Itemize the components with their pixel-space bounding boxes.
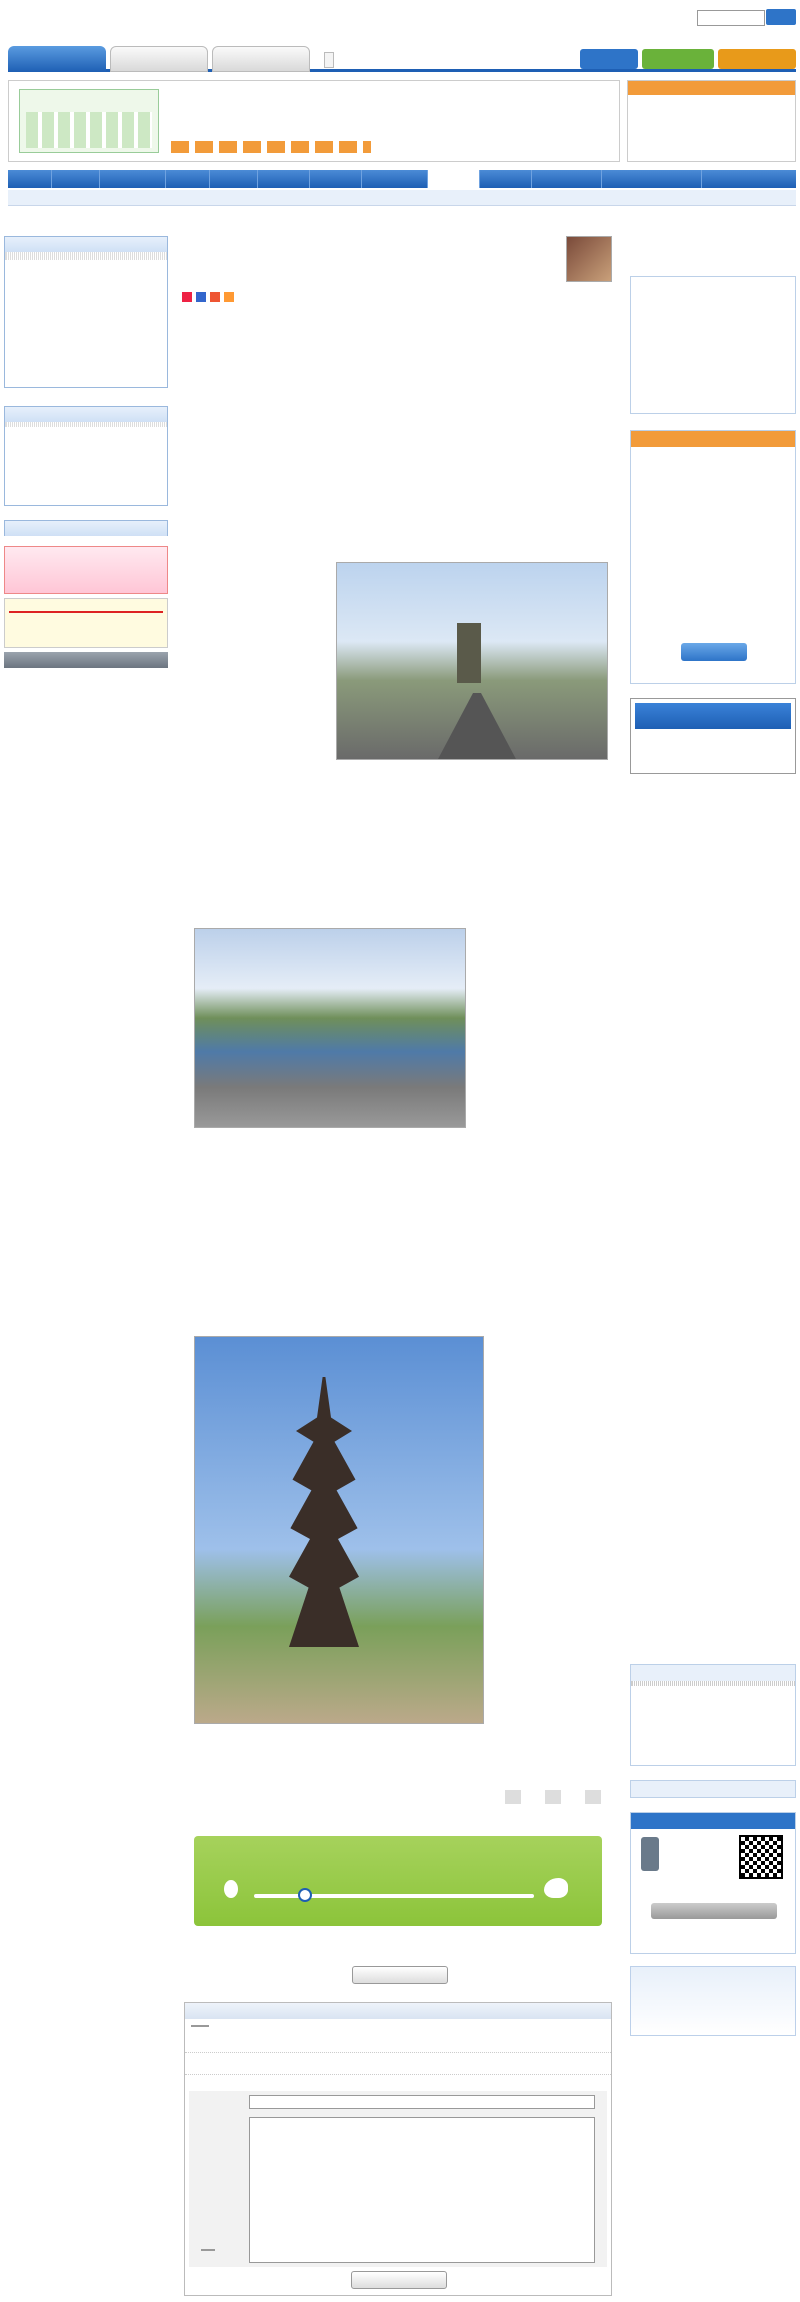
news-keywords-head	[631, 277, 795, 293]
sort-select[interactable]	[191, 2025, 209, 2027]
mobile-phone-icon	[641, 1837, 659, 1871]
category-world[interactable]	[310, 170, 362, 188]
photo-okura-dam[interactable]	[194, 928, 466, 1128]
comment-title-input[interactable]	[249, 2095, 595, 2109]
road-shape	[437, 693, 517, 760]
post-article-button[interactable]	[580, 49, 638, 69]
poll-box	[630, 430, 796, 684]
delicious-icon[interactable]	[196, 292, 206, 302]
category-home[interactable]	[8, 170, 52, 188]
comments-box	[184, 2002, 612, 2296]
share-icons	[182, 290, 252, 304]
info-request-box[interactable]	[630, 1966, 796, 2036]
photo-five-story-pagoda[interactable]	[194, 1336, 484, 1724]
category-bar	[8, 170, 796, 188]
mobile-box	[630, 1812, 796, 1954]
submit-rating-button[interactable]	[352, 1966, 448, 1984]
category-life[interactable]	[100, 170, 166, 188]
active-box	[630, 1780, 796, 1798]
mail-icon[interactable]	[580, 1790, 606, 1816]
print-icon[interactable]	[540, 1790, 566, 1816]
egg-icon	[224, 1880, 238, 1898]
rss-bar[interactable]	[4, 652, 168, 668]
top-news-box	[4, 406, 168, 506]
category-sports[interactable]	[480, 170, 532, 188]
vote-button[interactable]	[681, 643, 747, 661]
tvphoto-post-button[interactable]	[642, 49, 714, 69]
comment-row[interactable]	[185, 2039, 611, 2053]
main-nav	[8, 46, 796, 72]
category-style[interactable]	[428, 170, 480, 188]
empro-box[interactable]	[630, 698, 796, 774]
category-all[interactable]	[702, 170, 796, 188]
top-news-item[interactable]	[5, 426, 167, 427]
register-button[interactable]	[718, 49, 796, 69]
ad-banner[interactable]	[8, 80, 620, 162]
swan-icon	[544, 1878, 568, 1898]
tab-tv-photo[interactable]	[110, 46, 208, 72]
search-input[interactable]	[697, 10, 765, 26]
poll-options	[631, 455, 795, 463]
comment-row[interactable]	[185, 2053, 611, 2075]
category-regional[interactable]	[602, 170, 702, 188]
keyword-cloud	[631, 293, 795, 301]
buddha-statue-shape	[457, 623, 481, 683]
category-watashi[interactable]	[52, 170, 100, 188]
mail-url-button[interactable]	[651, 1903, 777, 1919]
readers-picks-box	[4, 520, 168, 536]
readers-picks-head	[5, 521, 167, 536]
rating-slider-handle[interactable]	[298, 1888, 312, 1902]
rating-slider-track[interactable]	[254, 1894, 534, 1898]
poll-head	[631, 431, 795, 447]
category-economy[interactable]	[258, 170, 310, 188]
news-keywords-box	[630, 276, 796, 414]
newsing-ad-banner[interactable]	[4, 598, 168, 648]
style-category-head[interactable]	[5, 237, 167, 252]
comment-score-select[interactable]	[201, 2249, 215, 2251]
empro-logo	[635, 703, 791, 729]
comment-textarea[interactable]	[249, 2117, 595, 2263]
style-item-senryu[interactable]	[5, 259, 167, 260]
category-politics[interactable]	[210, 170, 258, 188]
style-category-box	[4, 236, 168, 388]
top-news-head	[5, 407, 167, 422]
photo-aiko-daibutsu[interactable]	[336, 562, 608, 760]
mypage-login-box	[627, 80, 796, 162]
comments-table-header	[185, 2023, 611, 2039]
banner-thumbnail	[19, 89, 159, 153]
active-head	[631, 1781, 795, 1797]
category-culture[interactable]	[362, 170, 428, 188]
category-it[interactable]	[532, 170, 602, 188]
tab-mypage[interactable]	[212, 46, 310, 72]
tab-news[interactable]	[8, 46, 106, 72]
product-grid-image	[26, 112, 152, 148]
buzzurl-icon[interactable]	[210, 292, 220, 302]
mypage-head	[628, 81, 795, 95]
comment-form	[189, 2091, 607, 2267]
category-society[interactable]	[166, 170, 210, 188]
tagline-badge	[324, 52, 334, 68]
qr-code	[739, 1835, 783, 1879]
mobile-head	[631, 1813, 795, 1829]
notices-head	[631, 1665, 795, 1681]
rating-panel	[194, 1836, 602, 1926]
scrap-icon[interactable]	[500, 1790, 526, 1816]
confirm-comment-button[interactable]	[351, 2271, 447, 2289]
arrow-strip	[171, 141, 371, 153]
comments-head	[185, 2003, 611, 2019]
bookmark-icon[interactable]	[182, 292, 192, 302]
pagoda-shape	[289, 1377, 359, 1647]
poll-question	[631, 447, 795, 455]
register-prompt	[8, 193, 12, 203]
search-button[interactable]	[766, 9, 796, 25]
dating-ad-banner[interactable]	[4, 546, 168, 594]
notices-box	[630, 1664, 796, 1766]
notice-item[interactable]	[631, 1685, 795, 1686]
info-bar	[8, 190, 796, 206]
newsing-icon[interactable]	[224, 292, 234, 302]
author-avatar[interactable]	[566, 236, 612, 282]
